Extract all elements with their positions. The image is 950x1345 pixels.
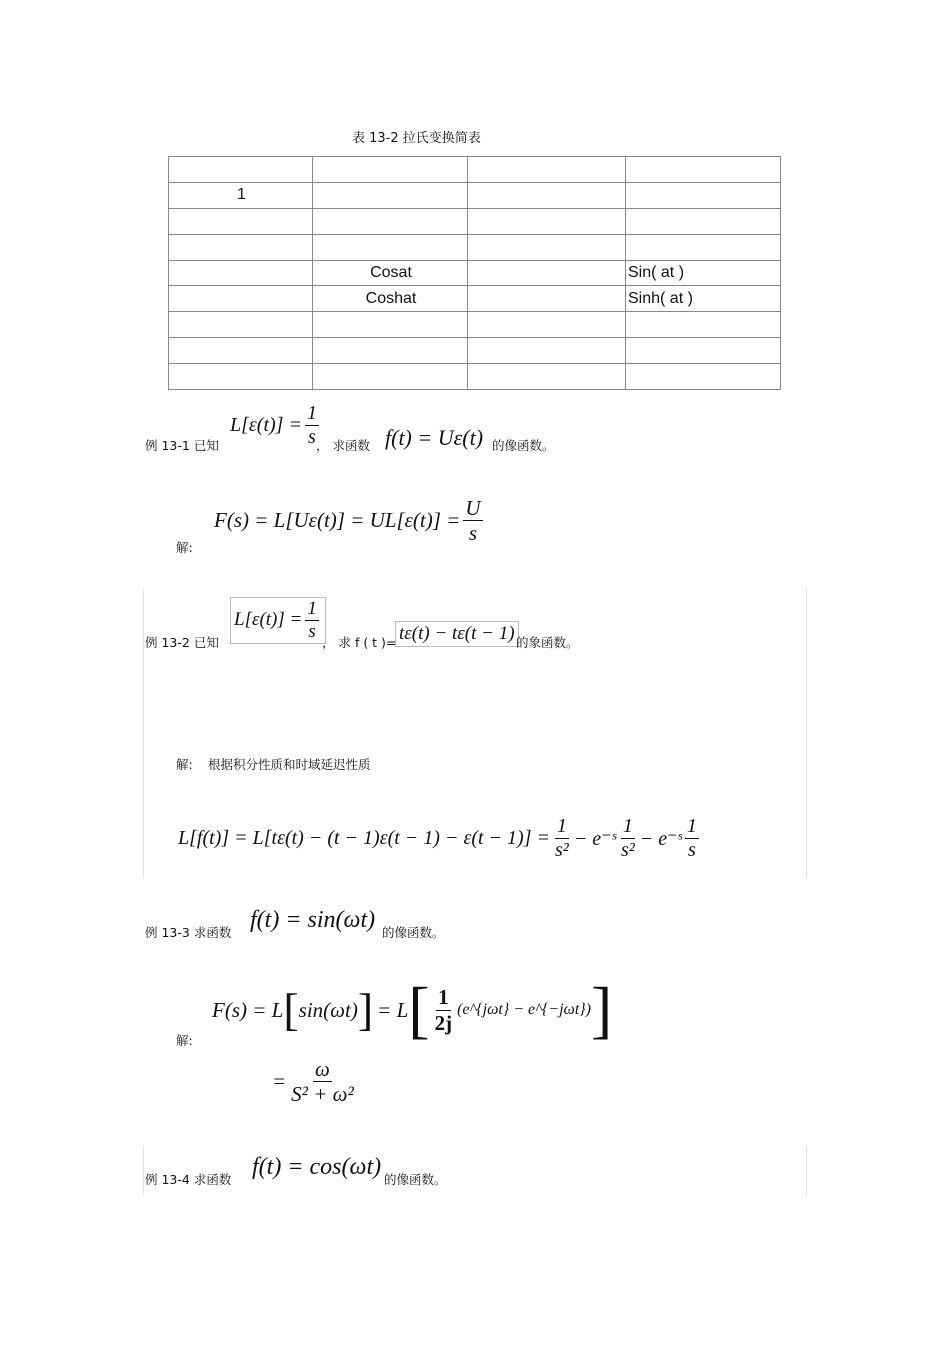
laplace-table [168,156,781,390]
frame-left-line [143,588,144,878]
table-cell [626,208,781,234]
table-row [169,260,781,286]
ex2-solution-label: 解: [176,757,193,772]
ex3-l1-num: 1 [438,985,449,1010]
table-row [169,182,781,208]
table-row [169,364,781,390]
ex2-frac-2-den: s² [620,839,635,861]
ex2-frac-2-num: 1 [622,815,633,837]
ex2-op-2: − e⁻ˢ [639,828,682,850]
table-cell [169,157,313,183]
ex1-given-formula [230,403,322,448]
table-cell: Sinh( at ) [626,286,781,312]
table-cell [313,338,468,364]
table-row [169,312,781,338]
table-cell [626,338,781,364]
ex2-frac-1 [553,816,571,861]
ex1-function: f(t) = Uε(t) [385,425,484,450]
table-cell: Coshat [313,286,468,312]
table-cell [169,286,313,312]
ex2-frac-1-num: 1 [556,815,567,837]
table-cell [169,234,313,260]
ex1-given-lhs: L[ε(t)] = [230,414,302,436]
table-cell [468,157,626,183]
ex3-l2-fraction [289,1058,356,1105]
table-cell [468,312,626,338]
right-bracket-glyph: ] [357,984,374,1035]
ex3-l1-lhs: F(s) = L [212,997,284,1022]
table-cell [169,338,313,364]
ex3-l2-den: S² + ω² [291,1082,354,1107]
ex1-given-den: s [308,426,316,448]
table-cell [468,260,626,286]
table-row [169,286,781,312]
ex4-function: f(t) = cos(ωt) [252,1154,382,1180]
table-cell: 1 [169,182,313,208]
ex3-solution-label: 解: [176,1033,193,1048]
table-cell [313,234,468,260]
ex4-tail: 的像函数。 [384,1172,447,1187]
table-cell [468,182,626,208]
ex2-frac-1-den: s² [555,839,569,861]
ex3-l1-fraction [433,986,455,1033]
ex3-function: f(t) = sin(ωt) [250,907,376,933]
ex1-tail: 的像函数。 [492,438,555,453]
table-cell [169,312,313,338]
ex3-solution-line2 [272,1058,359,1105]
table-cell [626,157,781,183]
table-cell [169,208,313,234]
table-row [169,338,781,364]
ex2-op-1: − e⁻ˢ [573,828,616,850]
left-bracket-glyph-large: [ [408,974,430,1045]
ex1-mid: ， 求函数 [316,438,370,453]
ex3-l2-eq: = [272,1069,287,1094]
ex2-eq-lhs: L[f(t)] = L[tε(t) − (t − 1)ε(t − 1) − ε(t − 1)] = [178,827,550,849]
ex1-solution-label: 解: [176,540,193,555]
right-bracket-glyph-large: ] [591,974,613,1045]
table-cell [626,312,781,338]
table-cell [468,234,626,260]
ex2-frac-3-num: 1 [686,815,697,837]
ex1-lead: 例 13-1 已知 [145,438,219,453]
ex3-tail: 的像函数。 [382,925,445,940]
ex2-tail: 的象函数。 [516,635,579,650]
ex1-sol-num: U [465,496,481,520]
table-cell [468,338,626,364]
table-cell [313,312,468,338]
table-cell [313,208,468,234]
ex3-l1-paren: (e^{jωt} − e^{−jωt}) [457,1001,591,1018]
table-cell [626,234,781,260]
ex2-solution-text: 根据积分性质和时域延迟性质 [208,757,371,772]
table-cell [626,182,781,208]
table-cell [468,364,626,390]
frame-right-line [806,588,807,878]
table-cell [313,364,468,390]
table-cell [169,364,313,390]
ex2-given-den: s [308,620,316,642]
ex2-frac-3 [685,816,699,861]
frame-right-line-2 [806,1146,807,1196]
table-cell: Sin( at ) [626,260,781,286]
table-cell [313,182,468,208]
ex2-mid: ， 求 f ( t )= [322,635,397,650]
ex1-solution-formula [214,497,486,544]
ex3-l2-num: ω [315,1057,330,1081]
table-cell: Cosat [313,260,468,286]
ex2-lead: 例 13-2 已知 [145,635,219,650]
table-row [169,234,781,260]
ex2-given-fraction [305,599,319,642]
ex1-sol-lhs: F(s) = L[Uε(t)] = UL[ε(t)] = [214,508,461,533]
ex3-l1-eq: = L [377,997,409,1022]
table-row [169,157,781,183]
ex1-sol-fraction [463,497,482,544]
left-bracket-glyph: [ [283,984,299,1035]
ex1-given-num: 1 [306,402,317,424]
ex2-frac-2 [619,816,637,861]
ex3-l1-den: 2j [434,1010,453,1035]
ex2-given-formula [230,597,326,644]
ex2-function: tε(t) − tε(t − 1) [395,621,519,647]
ex3-lead: 例 13-3 求函数 [145,925,232,940]
table-cell [468,286,626,312]
table-caption: 表 13-2 拉氏变换简表 [352,131,481,146]
table-cell [313,157,468,183]
ex2-equation [178,816,702,861]
table-cell [468,208,626,234]
ex2-given-lhs: L[ε(t)] = [234,609,303,631]
ex3-solution-line1 [212,974,613,1045]
table-row [169,208,781,234]
frame-left-line-2 [143,1146,144,1196]
ex2-given-num: 1 [307,598,317,619]
ex4-lead: 例 13-4 求函数 [145,1172,232,1187]
ex3-l1-inner: sin(ωt) [298,997,358,1022]
table-cell [626,364,781,390]
ex2-frac-3-den: s [687,839,696,861]
ex1-sol-den: s [468,521,477,546]
table-cell [169,260,313,286]
